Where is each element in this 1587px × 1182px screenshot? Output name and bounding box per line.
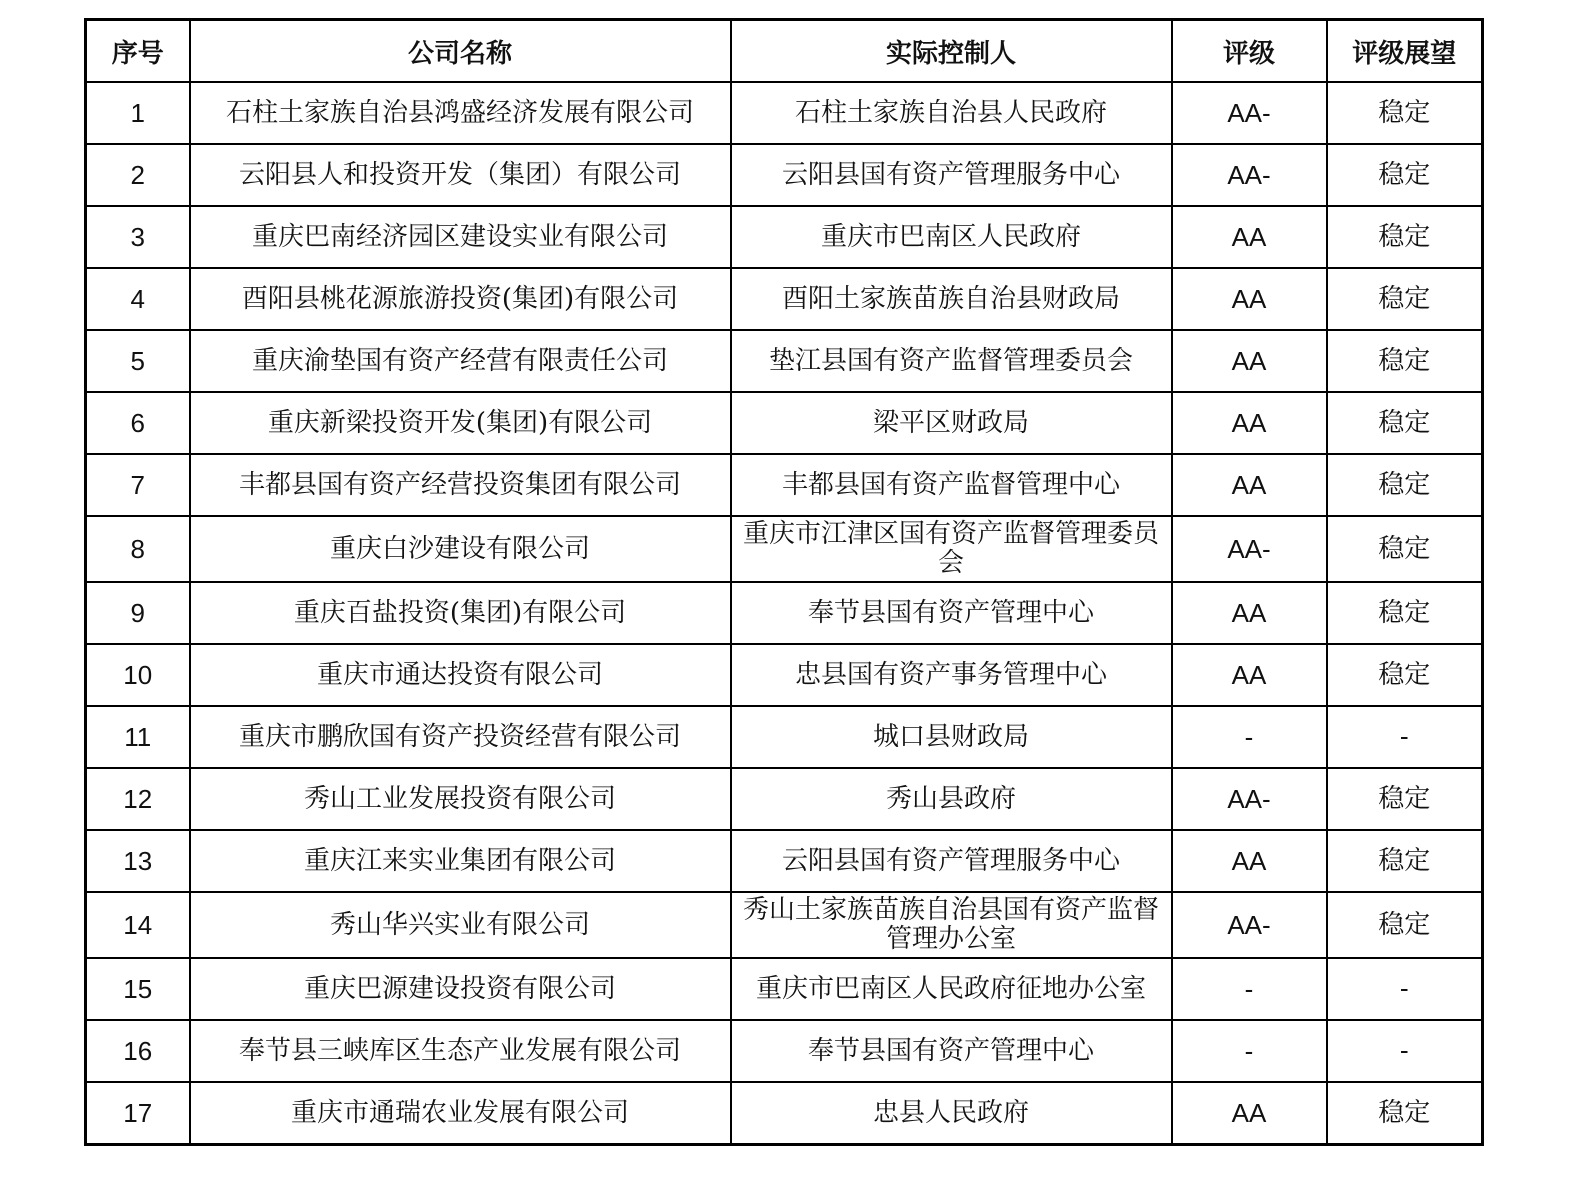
cell-company: 秀山华兴实业有限公司 [190, 892, 731, 958]
cell-company: 云阳县人和投资开发（集团）有限公司 [190, 144, 731, 206]
cell-controller: 忠县国有资产事务管理中心 [731, 644, 1172, 706]
cell-company: 奉节县三峡库区生态产业发展有限公司 [190, 1020, 731, 1082]
cell-outlook: 稳定 [1327, 830, 1483, 892]
table-body [86, 82, 1483, 1145]
cell-outlook: - [1327, 1020, 1483, 1082]
table-row [86, 330, 1483, 392]
table-header-row [86, 20, 1483, 83]
cell-rating: AA- [1172, 516, 1327, 582]
cell-company: 重庆渝垫国有资产经营有限责任公司 [190, 330, 731, 392]
cell-index: 14 [86, 892, 190, 958]
cell-rating: AA- [1172, 768, 1327, 830]
cell-index: 13 [86, 830, 190, 892]
cell-controller: 城口县财政局 [731, 706, 1172, 768]
cell-company: 重庆巴南经济园区建设实业有限公司 [190, 206, 731, 268]
cell-controller: 酉阳土家族苗族自治县财政局 [731, 268, 1172, 330]
cell-controller: 云阳县国有资产管理服务中心 [731, 144, 1172, 206]
table-row [86, 454, 1483, 516]
cell-company: 重庆巴源建设投资有限公司 [190, 958, 731, 1020]
cell-rating: AA [1172, 1082, 1327, 1145]
cell-controller: 丰都县国有资产监督管理中心 [731, 454, 1172, 516]
cell-index: 1 [86, 82, 190, 144]
cell-company: 重庆市通瑞农业发展有限公司 [190, 1082, 731, 1145]
cell-rating: AA- [1172, 82, 1327, 144]
table-row [86, 1082, 1483, 1145]
cell-outlook: 稳定 [1327, 82, 1483, 144]
cell-company: 重庆市通达投资有限公司 [190, 644, 731, 706]
cell-index: 10 [86, 644, 190, 706]
cell-rating: AA [1172, 392, 1327, 454]
header-company: 公司名称 [190, 20, 731, 83]
table-row [86, 706, 1483, 768]
cell-outlook: 稳定 [1327, 644, 1483, 706]
table-row [86, 392, 1483, 454]
cell-rating: AA [1172, 454, 1327, 516]
cell-index: 17 [86, 1082, 190, 1145]
header-index: 序号 [86, 20, 190, 83]
cell-index: 4 [86, 268, 190, 330]
cell-company: 重庆白沙建设有限公司 [190, 516, 731, 582]
table-row [86, 144, 1483, 206]
table-row [86, 516, 1483, 582]
company-rating-table [84, 18, 1484, 1146]
cell-outlook: 稳定 [1327, 892, 1483, 958]
cell-controller: 重庆市巴南区人民政府 [731, 206, 1172, 268]
cell-index: 2 [86, 144, 190, 206]
cell-index: 3 [86, 206, 190, 268]
cell-rating: - [1172, 958, 1327, 1020]
cell-outlook: 稳定 [1327, 454, 1483, 516]
cell-index: 12 [86, 768, 190, 830]
cell-company: 重庆江来实业集团有限公司 [190, 830, 731, 892]
table-row [86, 582, 1483, 644]
cell-rating: AA [1172, 330, 1327, 392]
cell-rating: AA [1172, 206, 1327, 268]
cell-rating: AA- [1172, 892, 1327, 958]
cell-outlook: 稳定 [1327, 206, 1483, 268]
cell-rating: AA [1172, 268, 1327, 330]
table-row [86, 1020, 1483, 1082]
cell-controller: 奉节县国有资产管理中心 [731, 1020, 1172, 1082]
table-row [86, 768, 1483, 830]
cell-rating: AA [1172, 644, 1327, 706]
cell-controller: 秀山县政府 [731, 768, 1172, 830]
cell-controller: 石柱土家族自治县人民政府 [731, 82, 1172, 144]
cell-index: 16 [86, 1020, 190, 1082]
cell-outlook: - [1327, 958, 1483, 1020]
cell-controller: 垫江县国有资产监督管理委员会 [731, 330, 1172, 392]
cell-controller: 云阳县国有资产管理服务中心 [731, 830, 1172, 892]
table-row [86, 892, 1483, 958]
cell-outlook: 稳定 [1327, 144, 1483, 206]
cell-company: 重庆新梁投资开发(集团)有限公司 [190, 392, 731, 454]
table-row [86, 206, 1483, 268]
cell-rating: - [1172, 706, 1327, 768]
cell-index: 9 [86, 582, 190, 644]
cell-outlook: 稳定 [1327, 768, 1483, 830]
cell-index: 7 [86, 454, 190, 516]
cell-outlook: 稳定 [1327, 516, 1483, 582]
cell-outlook: 稳定 [1327, 582, 1483, 644]
table-row [86, 830, 1483, 892]
header-rating: 评级 [1172, 20, 1327, 83]
table-row [86, 958, 1483, 1020]
cell-rating: AA- [1172, 144, 1327, 206]
cell-company: 丰都县国有资产经营投资集团有限公司 [190, 454, 731, 516]
cell-outlook: 稳定 [1327, 1082, 1483, 1145]
cell-company: 重庆百盐投资(集团)有限公司 [190, 582, 731, 644]
cell-controller: 忠县人民政府 [731, 1082, 1172, 1145]
cell-company: 酉阳县桃花源旅游投资(集团)有限公司 [190, 268, 731, 330]
cell-controller: 奉节县国有资产管理中心 [731, 582, 1172, 644]
cell-controller: 重庆市巴南区人民政府征地办公室 [731, 958, 1172, 1020]
cell-rating: AA [1172, 830, 1327, 892]
cell-index: 15 [86, 958, 190, 1020]
table-row [86, 268, 1483, 330]
header-outlook: 评级展望 [1327, 20, 1483, 83]
table-row [86, 644, 1483, 706]
cell-outlook: - [1327, 706, 1483, 768]
cell-controller: 秀山土家族苗族自治县国有资产监督管理办公室 [731, 892, 1172, 958]
cell-outlook: 稳定 [1327, 330, 1483, 392]
cell-index: 6 [86, 392, 190, 454]
cell-index: 5 [86, 330, 190, 392]
cell-company: 秀山工业发展投资有限公司 [190, 768, 731, 830]
cell-rating: - [1172, 1020, 1327, 1082]
cell-index: 11 [86, 706, 190, 768]
cell-rating: AA [1172, 582, 1327, 644]
cell-index: 8 [86, 516, 190, 582]
cell-controller: 重庆市江津区国有资产监督管理委员会 [731, 516, 1172, 582]
header-controller: 实际控制人 [731, 20, 1172, 83]
table-row [86, 82, 1483, 144]
cell-outlook: 稳定 [1327, 392, 1483, 454]
cell-outlook: 稳定 [1327, 268, 1483, 330]
cell-controller: 梁平区财政局 [731, 392, 1172, 454]
cell-company: 重庆市鹏欣国有资产投资经营有限公司 [190, 706, 731, 768]
cell-company: 石柱土家族自治县鸿盛经济发展有限公司 [190, 82, 731, 144]
